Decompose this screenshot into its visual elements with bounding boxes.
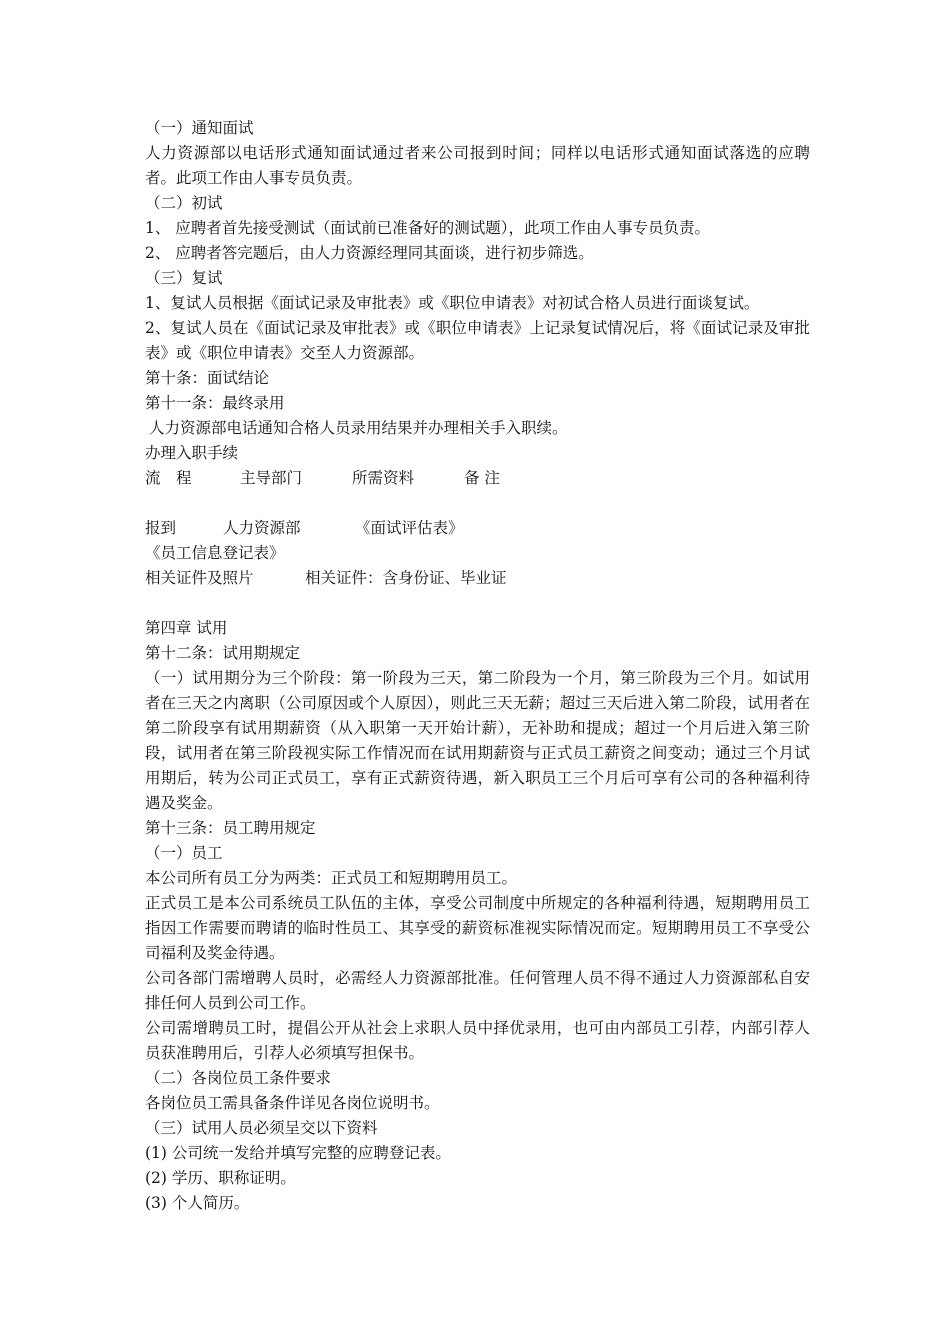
table-cell-notes: 相关证件：含身份证、毕业证 [305,569,507,587]
table-header-documents: 所需资料 [352,469,415,487]
table-cell-department: 人力资源部 [223,519,301,537]
paragraph-requirements: 各岗位员工需具备条件详见各岗位说明书。 [145,1094,440,1112]
section-heading-requirements: （二）各岗位员工条件要求 [145,1069,332,1087]
table-cell-documents: 相关证件及照片 [145,569,254,587]
section-heading-second-interview: （三）复试 [145,269,223,287]
section-heading-first-interview: （二）初试 [145,194,223,212]
table-cell-documents: 《员工信息登记表》 [145,544,285,562]
article-heading-12: 第十二条：试用期规定 [145,644,301,662]
list-item: (3) 个人简历。 [145,1194,250,1212]
article-heading-11: 第十一条：最终录用 [145,394,285,412]
chapter-heading-4: 第四章 试用 [145,619,228,637]
table-row [145,566,810,591]
paragraph-formal-employees: 正式员工是本公司系统员工队伍的主体，享受公司制度中所规定的各种福利待遇，短期聘用员工指因工作需要而聘请的临时性员工、其享受的薪资标准视实际情况而定。短期聘用员工不享受公司福利及奖金待遇。 [145,894,810,962]
table-header-department: 主导部门 [240,469,303,487]
article-heading-10: 第十条：面试结论 [145,369,270,387]
list-item: 2、 应聘者答完题后，由人力资源经理同其面谈，进行初步筛选。 [145,244,594,262]
document-page [145,116,810,1216]
section-heading-employees: （一）员工 [145,844,223,862]
list-item: 2、复试人员在《面试记录及审批表》或《职位申请表》上记录复试情况后，将《面试记录及审批表》或《职位申请表》交至人力资源部。 [145,319,810,362]
list-item: (1) 公司统一发给并填写完整的应聘登记表。 [145,1144,451,1162]
list-item: (2) 学历、职称证明。 [145,1169,296,1187]
table-header-process: 流 程 [145,469,192,487]
section-heading-notify: （一）通知面试 [145,119,254,137]
list-item: 1、复试人员根据《面试记录及审批表》或《职位申请表》对初试合格人员进行面谈复试。 [145,294,760,312]
paragraph-notify: 人力资源部以电话形式通知面试通过者来公司报到时间；同样以电话形式通知面试落选的应聘者。此项工作由人事专员负责。 [145,144,810,187]
paragraph-employee-types: 本公司所有员工分为两类：正式员工和短期聘用员工。 [145,869,518,887]
list-item: 1、 应聘者首先接受测试（面试前已准备好的测试题），此项工作由人事专员负责。 [145,219,711,237]
paragraph-hiring-approval: 公司各部门需增聘人员时，必需经人力资源部批准。任何管理人员不得不通过人力资源部私自安排任何人员到公司工作。 [145,969,810,1012]
table-header-notes: 备 注 [464,469,500,487]
subheading-onboarding: 办理入职手续 [145,444,239,462]
blank-line [145,491,810,516]
blank-line [145,591,810,616]
table-header-row [145,466,810,491]
table-row [145,516,810,541]
paragraph-final-hire: 人力资源部电话通知合格人员录用结果并办理相关手入职续。 [149,419,568,437]
paragraph-probation: （一）试用期分为三个阶段：第一阶段为三天，第二阶段为一个月，第三阶段为三个月。如试用者在三天之内离职（公司原因或个人原因），则此三天无薪；超过三天后进入第二阶段，试用者在第二阶段享有试用期薪资（从入职第一天开始计薪），无补助和提成；超过一个月后进入第三阶段，试用者在第三阶段视实际工作情况而在试用期薪资与正式员工薪资之间变动；通过三个月试用期后，转为公司正式员工，享有正式薪资待遇，新入职员工三个月后可享有公司的各种福利待遇及奖金。 [145,669,810,812]
section-heading-documents: （三）试用人员必须呈交以下资料 [145,1119,378,1137]
table-cell-process: 报到 [145,519,177,537]
table-cell-documents: 《面试评估表》 [355,519,464,537]
article-heading-13: 第十三条：员工聘用规定 [145,819,316,837]
paragraph-referral: 公司需增聘员工时，提倡公开从社会上求职人员中择优录用，也可由内部员工引荐，内部引荐人员获准聘用后，引荐人必须填写担保书。 [145,1019,810,1062]
